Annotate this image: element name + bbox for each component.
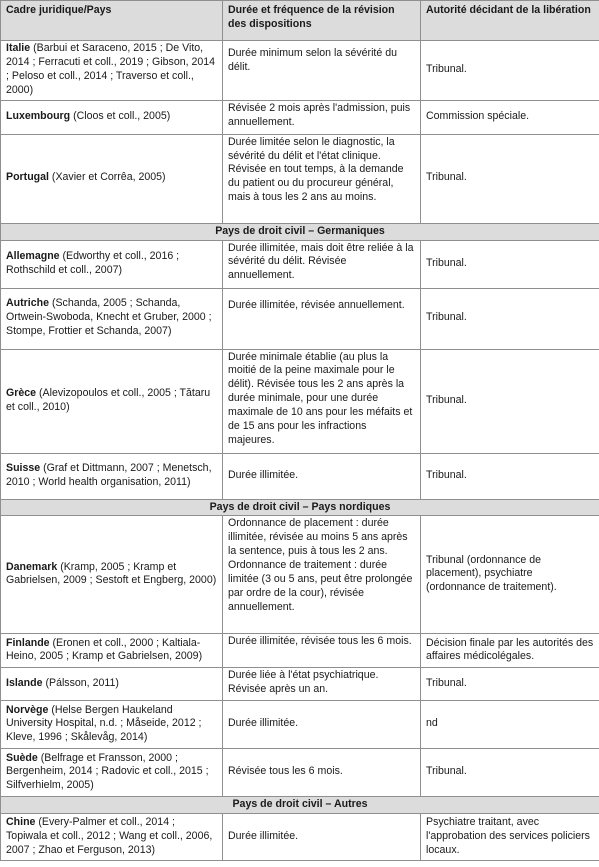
table-row (1, 240, 599, 288)
country-cell (1, 240, 223, 288)
country-refs: (Cloos et coll., 2005) (73, 109, 171, 122)
country-refs: (Belfrage et Fransson, 2000 ; Bergenheim, 2014 ; Radovic et coll., 2015 ; Silfverhielm, 2005) (6, 751, 209, 792)
country-cell (1, 288, 223, 349)
country-name: Finlande (6, 636, 50, 649)
country-refs: (Graf et Dittmann, 2007 ; Menetsch, 2010 ; World health organisation, 2011) (6, 461, 212, 488)
country-cell (1, 516, 223, 634)
duration-cell: Durée limitée selon le diagnostic, la sévérité du délit et l'état clinique. Révisée en tout temps, à la demande du patient ou du procureur général, mais à tous les 2 ans au moins. (223, 134, 421, 223)
table-row (1, 134, 599, 223)
duration-cell: Durée illimitée, révisée annuellement. (223, 288, 421, 349)
header-authority: Autorité décidant de la libération (421, 1, 599, 41)
authority-cell: Tribunal. (421, 41, 599, 101)
country-refs: (Xavier et Corrêa, 2005) (51, 171, 166, 184)
country-name: Allemagne (6, 249, 60, 262)
country-cell (1, 100, 223, 134)
country-cell (1, 41, 223, 101)
country-cell (1, 668, 223, 701)
country-refs: (Barbui et Saraceno, 2015 ; De Vito, 2014 ; Ferracuti et coll., 2019 ; Gibson, 2014 ; Peloso et coll., 2014 ; Traverso et coll., 2000) (6, 42, 216, 96)
country-cell (1, 453, 223, 499)
country-cell (1, 349, 223, 453)
table-row (1, 453, 599, 499)
table-row (1, 668, 599, 701)
authority-cell: Tribunal. (421, 288, 599, 349)
header-country: Cadre juridique/Pays (1, 1, 223, 41)
authority-cell: Tribunal. (421, 134, 599, 223)
duration-cell: Durée illimitée. (223, 814, 421, 861)
section-row (1, 223, 599, 240)
authority-cell: Tribunal. (421, 668, 599, 701)
duration-cell: Révisée tous les 6 mois. (223, 749, 421, 797)
table-row (1, 41, 599, 101)
authority-cell: Tribunal. (421, 240, 599, 288)
authority-cell: Tribunal. (421, 349, 599, 453)
authority-cell: Tribunal (ordonnance de placement), psychiatre (ordonnance de traitement). (421, 516, 599, 634)
country-name: Grèce (6, 386, 37, 399)
duration-cell: Durée liée à l'état psychiatrique. Révisée après un an. (223, 668, 421, 701)
table-row (1, 701, 599, 749)
country-refs: (Kramp, 2005 ; Kramp et Gabrielsen, 2009 ; Sestoft et Engberg, 2000) (6, 560, 217, 587)
country-name: Suède (6, 751, 38, 764)
authority-cell: Tribunal. (421, 749, 599, 797)
country-name: Islande (6, 676, 43, 689)
authority-cell: nd (421, 701, 599, 749)
duration-cell: Durée minimale établie (au plus la moitié de la peine maximale pour le délit). Révisée tous les 2 ans après la durée minimale, pour une durée maximale de 10 ans pour les méfaits et de 15 ans pour les infractions majeures. (223, 349, 421, 453)
country-cell (1, 749, 223, 797)
country-cell (1, 134, 223, 223)
section-title: Pays de droit civil – Germaniques (1, 223, 599, 240)
country-cell (1, 634, 223, 668)
header-duration: Durée et fréquence de la révision des dispositions (223, 1, 421, 41)
table-header-row (1, 1, 599, 41)
authority-cell: Commission spéciale. (421, 100, 599, 134)
authority-cell: Psychiatre traitant, avec l'approbation des services policiers locaux. (421, 814, 599, 861)
authority-cell: Décision finale par les autorités des affaires médicolégales. (421, 634, 599, 668)
country-name: Norvège (6, 703, 49, 716)
duration-cell: Durée illimitée, mais doit être reliée à la sévérité du délit. Révisée annuellement. (223, 240, 421, 288)
duration-cell: Durée minimum selon la sévérité du délit. (223, 41, 421, 101)
country-refs: (Alevizopoulos et coll., 2005 ; Tătaru et coll., 2010) (6, 386, 211, 413)
duration-cell: Durée illimitée. (223, 453, 421, 499)
country-cell (1, 701, 223, 749)
duration-cell: Révisée 2 mois après l'admission, puis annuellement. (223, 100, 421, 134)
country-cell (1, 814, 223, 861)
country-name: Portugal (6, 171, 49, 184)
country-refs: (Pálsson, 2011) (45, 676, 119, 689)
duration-cell: Durée illimitée. (223, 701, 421, 749)
section-row (1, 797, 599, 814)
section-row (1, 499, 599, 516)
table-row (1, 349, 599, 453)
country-name: Danemark (6, 560, 58, 573)
table-row (1, 100, 599, 134)
country-refs: (Edworthy et coll., 2016 ; Rothschild et coll., 2007) (6, 249, 180, 276)
section-title: Pays de droit civil – Autres (1, 797, 599, 814)
country-name: Luxembourg (6, 109, 71, 122)
table-row (1, 288, 599, 349)
table-row (1, 749, 599, 797)
duration-cell: Durée illimitée, révisée tous les 6 mois. (223, 634, 421, 668)
country-refs: (Eronen et coll., 2000 ; Kaltiala-Heino, 2005 ; Kramp et Gabrielsen, 2009) (6, 636, 203, 663)
country-refs: (Schanda, 2005 ; Schanda, Ortwein-Swoboda, Knecht et Gruber, 2000 ; Stompe, Frottier et Schanda, 2007) (6, 297, 212, 337)
country-name: Autriche (6, 297, 49, 310)
table-row (1, 516, 599, 634)
authority-cell: Tribunal. (421, 453, 599, 499)
country-refs: (Helse Bergen Haukeland University Hospital, n.d. ; Måseide, 2012 ; Kleve, 1996 ; Skålevåg, 2014) (6, 703, 202, 744)
country-refs: (Every-Palmer et coll., 2014 ; Topiwala et coll., 2012 ; Wang et coll., 2006, 2007 ; Zhao et Ferguson, 2013) (6, 815, 213, 856)
table-row (1, 634, 599, 668)
country-name: Suisse (6, 461, 41, 474)
section-title: Pays de droit civil – Pays nordiques (1, 499, 599, 516)
table-row (1, 814, 599, 861)
country-name: Chine (6, 815, 36, 828)
duration-cell: Ordonnance de placement : durée illimitée, révisée au moins 5 ans après la sentence, puis à tous les 2 ans. Ordonnance de traitement : durée limitée (3 ou 5 ans, peut être prolongée par ordre de la cour), révisée annuellement. (223, 516, 421, 634)
country-name: Italie (6, 42, 31, 54)
